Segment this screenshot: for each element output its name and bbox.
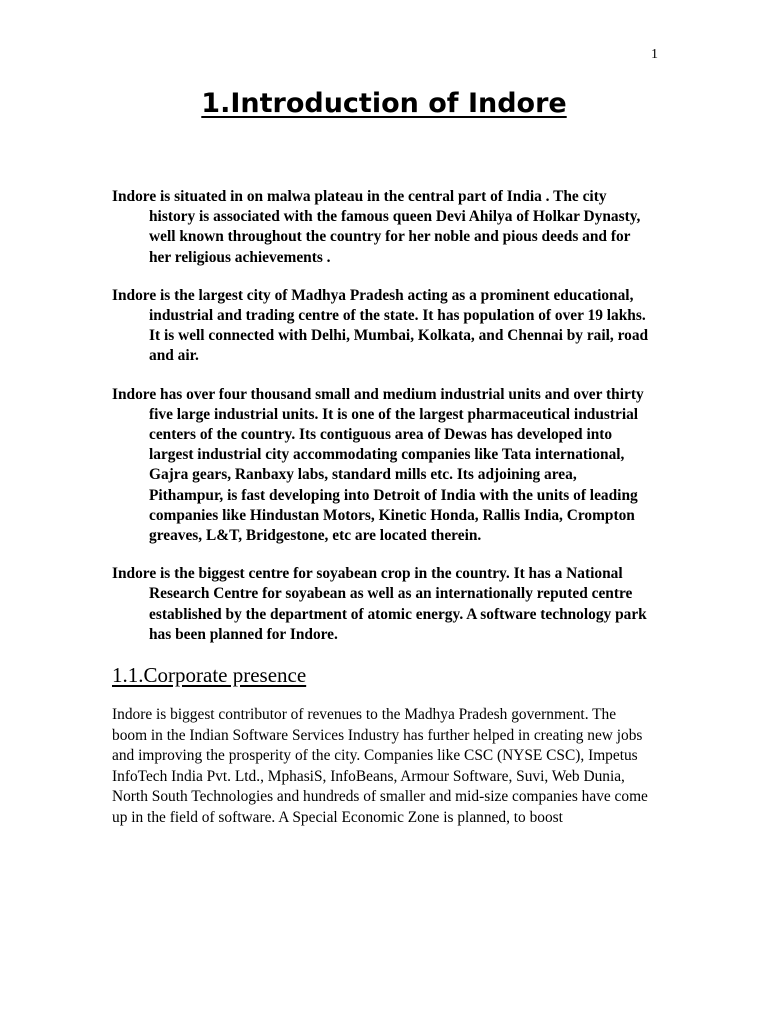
document-body (112, 187, 652, 829)
page-title: 1.Introduction of Indore (201, 88, 567, 119)
paragraph-soyabean: Indore is the biggest centre for soyabean crop in the country. It has a National Research Centre for soyabean as well as an internationally reputed centre established by the department of atomic energy. A software technology park has been planned for Indore. (112, 565, 647, 643)
paragraph-location: Indore is situated in on malwa plateau in the central part of India . The city history is associated with the famous queen Devi Ahilya of Holkar Dynasty, well known throughout the country for her noble and pious deeds and for her religious achievements . (112, 188, 641, 266)
page-number: 1 (651, 47, 658, 62)
paragraph-industry: Indore has over four thousand small and medium industrial units and over thirty five large industrial units. It is one of the largest pharmaceutical industrial centers of the country. Its contiguous area of Dewas has developed into largest industrial city accommodating companies like Tata international, Gajra gears, Ranbaxy labs, standard mills etc. Its adjoining area, Pithampur, is fast developing into Detroit of India with the units of leading companies like Hindustan Motors, Kinetic Honda, Rallis India, Crompton greaves, L&T, Bridgestone, etc are located therein. (112, 385, 644, 545)
section-heading-corporate-presence: 1.1.Corporate presence (112, 663, 307, 688)
section-paragraph-corporate-presence: Indore is biggest contributor of revenues to the Madhya Pradesh government. The boom in the Indian Software Services Industry has further helped in creating new jobs and improving the prosperity of the city. Companies like CSC (NYSE CSC), Impetus InfoTech India Pvt. Ltd., MphasiS, InfoBeans, Armour Software, Suvi, Web Dunia, North South Technologies and hundreds of smaller and mid-size companies have come up in the field of software. A Special Economic Zone is planned, to boost (112, 706, 648, 827)
paragraph-largest-city: Indore is the largest city of Madhya Pradesh acting as a prominent educational, industrial and trading centre of the state. It has population of over 19 lakhs. It is well connected with Delhi, Mumbai, Kolkata, and Chennai by rail, road and air. (112, 286, 649, 365)
